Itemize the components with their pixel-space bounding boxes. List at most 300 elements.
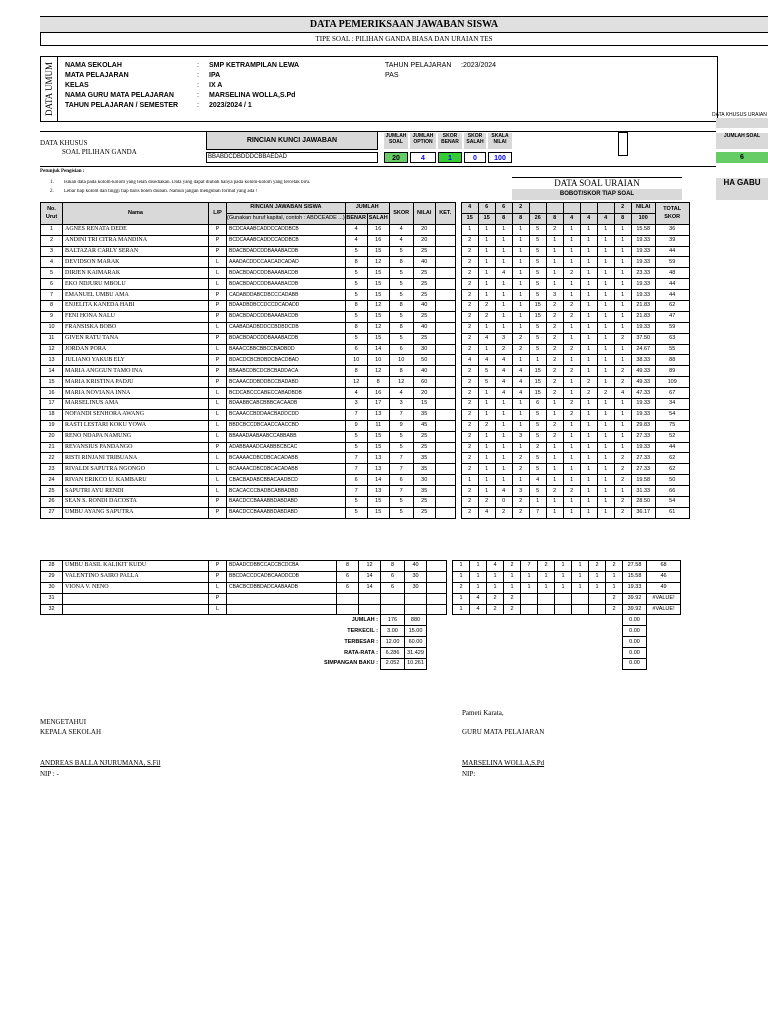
uraian-score[interactable]: 1 [512, 268, 529, 279]
uraian-score[interactable]: 1 [597, 333, 614, 344]
student-gender[interactable]: L [209, 420, 227, 431]
skor-benar-value[interactable]: 1 [438, 152, 462, 163]
uraian-score[interactable]: 1 [563, 420, 580, 431]
uraian-score[interactable]: 1 [512, 409, 529, 420]
uraian-score[interactable]: 2 [546, 377, 563, 388]
uraian-score[interactable]: 1 [453, 593, 470, 604]
student-gender[interactable]: P [209, 571, 227, 582]
uraian-score[interactable]: 1 [512, 355, 529, 366]
uraian-score[interactable]: 1 [512, 235, 529, 246]
uraian-score[interactable]: 1 [546, 475, 563, 486]
uraian-score[interactable]: 2 [461, 290, 478, 301]
uraian-score[interactable]: 1 [487, 571, 504, 582]
uraian-score[interactable] [521, 593, 538, 604]
uraian-score[interactable]: 1 [597, 290, 614, 301]
uraian-score[interactable]: 1 [614, 431, 631, 442]
student-answers[interactable]: BCAAAACDBCDBCACADABB [227, 464, 346, 475]
uraian-score[interactable]: 1 [614, 355, 631, 366]
uraian-score[interactable]: 2 [546, 431, 563, 442]
student-gender[interactable]: L [209, 399, 227, 410]
uraian-score[interactable]: 1 [504, 582, 521, 593]
uraian-score[interactable]: 2 [546, 311, 563, 322]
student-answers[interactable]: BCDCAAABCADDCCADDBCB [227, 235, 346, 246]
uraian-score[interactable]: 1 [597, 377, 614, 388]
uraian-score[interactable]: 5 [529, 344, 546, 355]
uraian-score[interactable]: 2 [512, 453, 529, 464]
uraian-score[interactable]: 1 [597, 507, 614, 518]
student-answers[interactable]: BBAAADAABAABCCABBABB [227, 431, 346, 442]
uraian-score[interactable]: 5 [529, 333, 546, 344]
student-name[interactable]: SEAN S. RONDI DACOSTA [63, 497, 209, 508]
uraian-score[interactable]: 4 [614, 388, 631, 399]
uraian-score[interactable]: 2 [461, 486, 478, 497]
uraian-score[interactable]: 1 [495, 279, 512, 290]
student-answers[interactable]: BCAAACCBDDAACBADDCDD [227, 409, 346, 420]
uraian-score[interactable]: 1 [555, 582, 572, 593]
uraian-score[interactable]: 1 [572, 561, 589, 572]
uraian-score[interactable]: 1 [572, 582, 589, 593]
uraian-score[interactable]: 1 [563, 355, 580, 366]
uraian-score[interactable]: 4 [495, 355, 512, 366]
student-gender[interactable]: P [209, 561, 227, 572]
uraian-score[interactable]: 1 [563, 507, 580, 518]
uraian-score[interactable]: 1 [470, 571, 487, 582]
student-name[interactable] [63, 593, 209, 604]
uraian-score[interactable]: 2 [504, 604, 521, 615]
uraian-score[interactable]: 1 [512, 399, 529, 410]
student-name[interactable]: EMANUEL UMBU AMA [63, 290, 209, 301]
uraian-score[interactable]: 5 [478, 377, 495, 388]
student-name[interactable]: FRANSISKA BOBO [63, 322, 209, 333]
student-gender[interactable]: L [209, 268, 227, 279]
uraian-score[interactable]: 1 [478, 442, 495, 453]
uraian-score[interactable]: 1 [529, 355, 546, 366]
uraian-score[interactable]: 2 [546, 344, 563, 355]
uraian-score[interactable]: 1 [614, 290, 631, 301]
student-name[interactable]: NOFANDI SENHORA AWANG [63, 409, 209, 420]
uraian-score[interactable]: 15 [529, 311, 546, 322]
uraian-score[interactable] [572, 604, 589, 615]
uraian-score[interactable]: 1 [580, 355, 597, 366]
student-gender[interactable]: L [209, 431, 227, 442]
student-name[interactable]: RASTI LESTARI KOKU YOWA [63, 420, 209, 431]
uraian-score[interactable]: 3 [546, 290, 563, 301]
uraian-score[interactable]: 1 [597, 464, 614, 475]
uraian-score[interactable]: 1 [563, 257, 580, 268]
uraian-score[interactable]: 2 [461, 453, 478, 464]
student-gender[interactable]: L [209, 279, 227, 290]
uraian-score[interactable]: 5 [529, 453, 546, 464]
uraian-score[interactable]: 5 [529, 486, 546, 497]
student-answers[interactable]: BAACDCCBAAABBDABDABD [227, 497, 346, 508]
student-name[interactable]: RIVAN ERIKCO U. KAMBARU [63, 475, 209, 486]
uraian-score[interactable]: 1 [597, 224, 614, 235]
uraian-score[interactable]: 3 [512, 431, 529, 442]
uraian-score[interactable]: 1 [512, 475, 529, 486]
student-gender[interactable]: P [209, 497, 227, 508]
uraian-score[interactable]: 1 [478, 388, 495, 399]
skor-salah-value[interactable]: 0 [464, 152, 486, 163]
uraian-score[interactable]: 1 [546, 279, 563, 290]
student-answers[interactable] [227, 593, 337, 604]
uraian-score[interactable]: 2 [546, 322, 563, 333]
uraian-score[interactable]: 2 [546, 301, 563, 312]
uraian-score[interactable]: 1 [572, 571, 589, 582]
uraian-score[interactable]: 1 [453, 604, 470, 615]
uraian-score[interactable]: 1 [563, 442, 580, 453]
uraian-score[interactable]: 1 [589, 571, 606, 582]
uraian-score[interactable]: 1 [512, 246, 529, 257]
uraian-score[interactable]: 2 [614, 497, 631, 508]
uraian-score[interactable]: 15 [529, 377, 546, 388]
uraian-score[interactable]: 2 [504, 593, 521, 604]
uraian-score[interactable]: 1 [580, 431, 597, 442]
uraian-score[interactable]: 1 [589, 582, 606, 593]
uraian-score[interactable]: 5 [529, 431, 546, 442]
uraian-score[interactable]: 1 [563, 246, 580, 257]
uraian-score[interactable]: 1 [521, 582, 538, 593]
uraian-score[interactable]: 1 [546, 268, 563, 279]
uraian-score[interactable]: 1 [495, 464, 512, 475]
student-gender[interactable]: L [209, 409, 227, 420]
uraian-score[interactable]: 1 [597, 442, 614, 453]
uraian-score[interactable]: 1 [546, 257, 563, 268]
uraian-score[interactable]: 5 [529, 409, 546, 420]
student-gender[interactable]: P [209, 290, 227, 301]
uraian-score[interactable]: 1 [563, 333, 580, 344]
uraian-score[interactable]: 1 [512, 420, 529, 431]
uraian-score[interactable]: 1 [614, 344, 631, 355]
uraian-score[interactable]: 2 [546, 333, 563, 344]
student-answers[interactable]: BAAACCBBCBBCCBADBDD [227, 344, 346, 355]
uraian-score[interactable]: 2 [597, 388, 614, 399]
uraian-score[interactable]: 2 [461, 311, 478, 322]
student-gender[interactable]: P [209, 593, 227, 604]
uraian-score[interactable]: 2 [461, 333, 478, 344]
student-gender[interactable]: L [209, 486, 227, 497]
student-answers[interactable]: CADABDDABCDBCCCADABB [227, 290, 346, 301]
uraian-score[interactable]: 2 [478, 420, 495, 431]
uraian-score[interactable]: 5 [529, 290, 546, 301]
uraian-score[interactable]: 5 [529, 246, 546, 257]
uraian-score[interactable]: 1 [597, 344, 614, 355]
uraian-score[interactable]: 5 [529, 235, 546, 246]
uraian-score[interactable]: 1 [453, 571, 470, 582]
student-answers[interactable]: BCAAACDDBDDBCCBADABD [227, 377, 346, 388]
uraian-score[interactable]: 1 [563, 322, 580, 333]
uraian-score[interactable]: 2 [546, 355, 563, 366]
uraian-score[interactable]: 1 [478, 290, 495, 301]
student-gender[interactable]: L [209, 582, 227, 593]
uraian-score[interactable]: 2 [512, 497, 529, 508]
student-gender[interactable]: P [209, 224, 227, 235]
uraian-score[interactable]: 2 [563, 409, 580, 420]
uraian-score[interactable]: 1 [580, 464, 597, 475]
student-answers[interactable]: BBDCBCCDBCAACCAACCBD [227, 420, 346, 431]
student-answers[interactable]: CBACBCDBBDADCAABAADB [227, 582, 337, 593]
student-gender[interactable]: P [209, 333, 227, 344]
uraian-score[interactable]: 1 [495, 475, 512, 486]
student-name[interactable]: JORDAN PORA [63, 344, 209, 355]
student-answers[interactable]: BDACDCBCBDBDCBACDBAD [227, 355, 346, 366]
uraian-score[interactable]: 2 [461, 409, 478, 420]
uraian-score[interactable]: 1 [580, 507, 597, 518]
uraian-score[interactable]: 1 [597, 409, 614, 420]
uraian-score[interactable]: 1 [597, 257, 614, 268]
uraian-score[interactable]: 1 [563, 453, 580, 464]
uraian-score[interactable]: 2 [461, 431, 478, 442]
uraian-score[interactable]: 2 [589, 561, 606, 572]
uraian-score[interactable]: 2 [487, 593, 504, 604]
uraian-score[interactable]: 2 [580, 388, 597, 399]
student-answers[interactable]: BAACDCCBAAABBDABDABD [227, 507, 346, 518]
uraian-score[interactable]: 1 [495, 399, 512, 410]
uraian-score[interactable]: 1 [487, 582, 504, 593]
uraian-score[interactable]: 1 [597, 301, 614, 312]
uraian-score[interactable]: 1 [478, 431, 495, 442]
student-answers[interactable]: BDACBDADCDDBAAABACDB [227, 246, 346, 257]
uraian-score[interactable]: 1 [580, 268, 597, 279]
uraian-score[interactable]: 1 [546, 453, 563, 464]
uraian-score[interactable]: 1 [495, 311, 512, 322]
uraian-score[interactable]: 1 [478, 257, 495, 268]
uraian-score[interactable]: 1 [478, 475, 495, 486]
uraian-score[interactable]: 1 [614, 420, 631, 431]
uraian-score[interactable]: 1 [580, 497, 597, 508]
student-name[interactable]: RISTI RINJANI TRIBUANA [63, 453, 209, 464]
student-answers[interactable]: BBAABCDBCDCBCBADDACA [227, 366, 346, 377]
uraian-score[interactable]: 2 [529, 442, 546, 453]
uraian-score[interactable]: 1 [495, 290, 512, 301]
uraian-score[interactable]: 2 [461, 301, 478, 312]
uraian-score[interactable]: 1 [580, 486, 597, 497]
uraian-score[interactable]: 1 [478, 268, 495, 279]
student-name[interactable]: VALENTINO SAIRO PALLA [63, 571, 209, 582]
uraian-score[interactable]: 1 [495, 322, 512, 333]
student-answers[interactable]: BBCDACCDCADBCAADDCDB [227, 571, 337, 582]
uraian-score[interactable]: 1 [580, 333, 597, 344]
student-gender[interactable]: L [209, 453, 227, 464]
uraian-score[interactable]: 1 [563, 224, 580, 235]
uraian-score[interactable]: 5 [529, 322, 546, 333]
uraian-score[interactable]: 2 [461, 464, 478, 475]
student-name[interactable]: MARIA NOVIANA INNA [63, 388, 209, 399]
uraian-score[interactable]: 2 [453, 582, 470, 593]
uraian-score[interactable]: 2 [563, 301, 580, 312]
uraian-score[interactable]: 3 [512, 486, 529, 497]
student-gender[interactable]: L [209, 257, 227, 268]
uraian-score[interactable]: 1 [563, 431, 580, 442]
uraian-score[interactable]: 2 [563, 268, 580, 279]
student-answers[interactable]: BCDCAAABCADDCCADDBCB [227, 224, 346, 235]
uraian-score[interactable]: 1 [597, 355, 614, 366]
uraian-score[interactable] [555, 604, 572, 615]
student-name[interactable]: DEVIDSON MARAK [63, 257, 209, 268]
uraian-score[interactable]: 2 [563, 486, 580, 497]
uraian-score[interactable]: 1 [580, 301, 597, 312]
uraian-score[interactable]: 1 [563, 377, 580, 388]
uraian-score[interactable]: 1 [614, 486, 631, 497]
uraian-score[interactable]: 2 [461, 257, 478, 268]
uraian-score[interactable] [521, 604, 538, 615]
uraian-score[interactable]: 2 [546, 366, 563, 377]
uraian-score[interactable]: 4 [495, 377, 512, 388]
uraian-score[interactable]: 2 [461, 507, 478, 518]
uraian-score[interactable]: 1 [512, 290, 529, 301]
uraian-score[interactable]: 5 [529, 420, 546, 431]
uraian-score[interactable]: 1 [495, 442, 512, 453]
uraian-score[interactable]: 2 [563, 399, 580, 410]
uraian-score[interactable]: 1 [580, 224, 597, 235]
uraian-score[interactable]: 1 [478, 453, 495, 464]
student-name[interactable]: MARIA KRISTINA PADJU [63, 377, 209, 388]
uraian-score[interactable] [572, 593, 589, 604]
student-gender[interactable]: P [209, 377, 227, 388]
uraian-score[interactable]: 1 [512, 257, 529, 268]
uraian-score[interactable]: 1 [597, 322, 614, 333]
uraian-score[interactable]: 0 [495, 497, 512, 508]
uraian-score[interactable]: 1 [546, 399, 563, 410]
uraian-score[interactable]: 5 [529, 257, 546, 268]
student-answers[interactable]: BDAABBCABCBBBCACAADB [227, 399, 346, 410]
uraian-score[interactable]: 4 [470, 593, 487, 604]
uraian-score[interactable]: 1 [580, 442, 597, 453]
uraian-score[interactable]: 2 [538, 561, 555, 572]
uraian-score[interactable]: 1 [597, 475, 614, 486]
student-name[interactable]: BALTAZAR CARLY SERAN [63, 246, 209, 257]
uraian-score[interactable]: 1 [580, 453, 597, 464]
kunci-jawaban-value[interactable]: BBABDCDBDDDCBBAEDAD [206, 152, 378, 163]
uraian-score[interactable]: 1 [614, 257, 631, 268]
uraian-score[interactable]: 1 [580, 409, 597, 420]
uraian-score[interactable]: 6 [529, 399, 546, 410]
uraian-score[interactable]: 1 [580, 399, 597, 410]
uraian-score[interactable]: 15 [529, 366, 546, 377]
uraian-score[interactable]: 1 [563, 497, 580, 508]
uraian-score[interactable]: 2 [461, 388, 478, 399]
uraian-score[interactable]: 1 [563, 388, 580, 399]
uraian-score[interactable]: 1 [563, 279, 580, 290]
uraian-score[interactable]: 2 [495, 507, 512, 518]
uraian-score[interactable]: 2 [614, 464, 631, 475]
uraian-score[interactable]: 2 [461, 399, 478, 410]
student-answers[interactable]: BDACBDADCDDBAAABACDB [227, 268, 346, 279]
uraian-score[interactable]: 1 [512, 279, 529, 290]
uraian-score[interactable]: 1 [478, 279, 495, 290]
uraian-score[interactable]: 4 [512, 366, 529, 377]
uraian-score[interactable]: 2 [461, 377, 478, 388]
student-answers[interactable]: BDAADBDBCCDCCDCADADD [227, 301, 346, 312]
uraian-score[interactable]: 1 [546, 497, 563, 508]
student-answers[interactable] [227, 604, 337, 615]
uraian-score[interactable]: 1 [606, 582, 623, 593]
uraian-score[interactable]: 1 [614, 409, 631, 420]
uraian-score[interactable]: 1 [597, 486, 614, 497]
uraian-score[interactable]: 1 [504, 571, 521, 582]
uraian-score[interactable]: 1 [546, 507, 563, 518]
uraian-score[interactable] [538, 604, 555, 615]
uraian-score[interactable]: 1 [563, 464, 580, 475]
uraian-score[interactable]: 1 [546, 235, 563, 246]
uraian-score[interactable]: 4 [495, 268, 512, 279]
uraian-score[interactable]: 2 [614, 507, 631, 518]
student-gender[interactable]: P [209, 301, 227, 312]
uraian-score[interactable]: 5 [478, 366, 495, 377]
uraian-score[interactable]: 1 [478, 409, 495, 420]
uraian-score[interactable]: 1 [580, 475, 597, 486]
uraian-score[interactable]: 2 [580, 377, 597, 388]
uraian-score[interactable]: 2 [461, 344, 478, 355]
uraian-score[interactable]: 1 [538, 582, 555, 593]
uraian-score[interactable]: 4 [478, 507, 495, 518]
uraian-score[interactable]: 2 [461, 366, 478, 377]
uraian-score[interactable]: 5 [529, 268, 546, 279]
student-answers[interactable]: CAABADADBDDCCBDBDCDB [227, 322, 346, 333]
uraian-score[interactable]: 1 [478, 246, 495, 257]
skala-nilai-value[interactable]: 100 [488, 152, 512, 163]
uraian-score[interactable]: 2 [563, 311, 580, 322]
uraian-score[interactable]: 4 [495, 366, 512, 377]
student-name[interactable]: FENI HONA NALU [63, 311, 209, 322]
student-answers[interactable]: BCDCABCCCABECCABADBDB [227, 388, 346, 399]
uraian-score[interactable]: 1 [495, 257, 512, 268]
student-name[interactable]: VIONA V. NENO [63, 582, 209, 593]
uraian-score[interactable]: 1 [495, 235, 512, 246]
student-name[interactable]: DIRJEN KAIMARAK [63, 268, 209, 279]
uraian-score[interactable]: 1 [597, 399, 614, 410]
uraian-score[interactable]: 2 [504, 561, 521, 572]
uraian-score[interactable]: 2 [478, 497, 495, 508]
student-gender[interactable]: L [209, 322, 227, 333]
student-gender[interactable]: P [209, 246, 227, 257]
uraian-score[interactable]: 4 [529, 475, 546, 486]
student-gender[interactable]: P [209, 355, 227, 366]
uraian-score[interactable]: 1 [495, 420, 512, 431]
uraian-score[interactable]: 1 [580, 257, 597, 268]
uraian-score[interactable]: 1 [563, 235, 580, 246]
uraian-score[interactable]: 15 [529, 388, 546, 399]
student-gender[interactable]: L [209, 388, 227, 399]
uraian-score[interactable]: 1 [614, 224, 631, 235]
uraian-score[interactable]: 1 [512, 322, 529, 333]
uraian-score[interactable]: 1 [495, 224, 512, 235]
uraian-score[interactable]: 1 [597, 268, 614, 279]
uraian-score[interactable]: 1 [614, 399, 631, 410]
uraian-score[interactable]: 1 [546, 409, 563, 420]
student-gender[interactable]: L [209, 464, 227, 475]
uraian-score[interactable]: 1 [538, 571, 555, 582]
uraian-score[interactable]: 1 [495, 301, 512, 312]
student-name[interactable]: UMBU BASIL KALIKIT KUDU [63, 561, 209, 572]
student-answers[interactable]: AAADACDDCCAACADCADAD [227, 257, 346, 268]
uraian-score[interactable]: 1 [555, 561, 572, 572]
uraian-score[interactable]: 2 [546, 224, 563, 235]
uraian-score[interactable]: 2 [461, 268, 478, 279]
uraian-score[interactable]: 2 [461, 279, 478, 290]
uraian-score[interactable]: 2 [461, 442, 478, 453]
uraian-score[interactable]: 2 [512, 464, 529, 475]
uraian-score[interactable]: 1 [597, 420, 614, 431]
uraian-score[interactable]: 1 [580, 420, 597, 431]
uraian-score[interactable]: 1 [478, 486, 495, 497]
uraian-score[interactable]: 4 [487, 561, 504, 572]
uraian-score[interactable]: 1 [580, 246, 597, 257]
uraian-score[interactable]: 5 [529, 279, 546, 290]
student-name[interactable]: ANDINI TRI CITRA MANDINA [63, 235, 209, 246]
uraian-score[interactable]: 1 [597, 497, 614, 508]
uraian-score[interactable]: 2 [461, 497, 478, 508]
uraian-score[interactable]: 2 [606, 561, 623, 572]
